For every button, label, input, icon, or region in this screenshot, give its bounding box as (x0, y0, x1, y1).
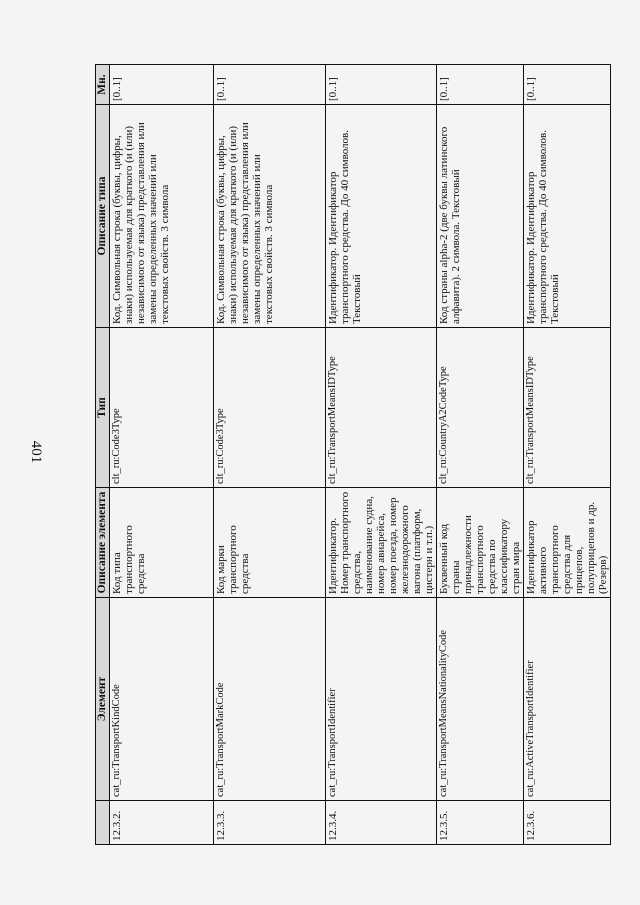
cell-type: clt_ru:TransportMeansIDType (524, 328, 611, 488)
cell-element-description: Код марки транспортного средства (214, 488, 326, 598)
cell-element-description: Идентификатор. Номер транспортного средства, наименование судна, номер авиарейса, номер поезда, номер железнодорожного вагона (платформ, цистерн и т.п.) (326, 488, 437, 598)
table-row (214, 65, 326, 845)
cell-element-description: Идентификатор активного транспортного средства для прицепов, полуприцепов и др. (Резерв) (524, 488, 611, 598)
header-type-description: Описание типа (96, 105, 110, 328)
table-row (437, 65, 524, 845)
cell-multiplicity: [0..1] (524, 65, 611, 105)
cell-num: 12.3.5. (437, 801, 524, 845)
rotated-table-wrapper (95, 65, 609, 845)
cell-multiplicity: [0..1] (326, 65, 437, 105)
cell-type-description: Идентификатор. Идентификатор транспортного средства. До 40 символов. Текстовый (524, 105, 611, 328)
cell-element: cat_ru:ActiveTransportIdentifier (524, 598, 611, 801)
cell-type: clt_ru:Code3Type (110, 328, 214, 488)
cell-element: cat_ru:TransportMeansNationalityCode (437, 598, 524, 801)
cell-type-description: Код страны alpha-2 (две буквы латинского алфавита). 2 символа. Текстовый (437, 105, 524, 328)
cell-multiplicity: [0..1] (110, 65, 214, 105)
table-row (326, 65, 437, 845)
cell-type: clt_ru:CountryA2CodeType (437, 328, 524, 488)
cell-element: cat_ru:TransportMarkCode (214, 598, 326, 801)
cell-element: cat_ru:TransportIdentifier (326, 598, 437, 801)
cell-multiplicity: [0..1] (214, 65, 326, 105)
header-element-description: Описание элемента (96, 488, 110, 598)
cell-num: 12.3.4. (326, 801, 437, 845)
cell-type: clt_ru:TransportMeansIDType (326, 328, 437, 488)
cell-num: 12.3.3. (214, 801, 326, 845)
cell-multiplicity: [0..1] (437, 65, 524, 105)
header-type: Тип (96, 328, 110, 488)
table-header-row (96, 65, 110, 845)
cell-element: cat_ru:TransportKindCode (110, 598, 214, 801)
cell-num: 12.3.2. (110, 801, 214, 845)
header-element: Элемент (96, 598, 110, 801)
cell-element-description: Буквенный код страны принадлежности транспортного средства по классификатору стран мира (437, 488, 524, 598)
cell-num: 12.3.6. (524, 801, 611, 845)
data-table (95, 64, 611, 845)
header-num (96, 801, 110, 845)
header-multiplicity: Мн. (96, 65, 110, 105)
table-row (524, 65, 611, 845)
cell-type: clt_ru:Code3Type (214, 328, 326, 488)
cell-element-description: Код типа транспортного средства (110, 488, 214, 598)
cell-type-description: Код. Символьная строка (буквы, цифры, знаки) используемая для краткого (и (или) независимого от языка) представления или замены определенных значений или текстовых свойств. 3 символа (110, 105, 214, 328)
cell-type-description: Код. Символьная строка (буквы, цифры, знаки) используемая для краткого (и (или) независимого от языка) представления или замены определенных значений или текстовых свойств. 3 символа (214, 105, 326, 328)
table-row (110, 65, 214, 845)
cell-type-description: Идентификатор. Идентификатор транспортного средства. До 40 символов. Текстовый (326, 105, 437, 328)
page-number: 401 (28, 440, 44, 464)
